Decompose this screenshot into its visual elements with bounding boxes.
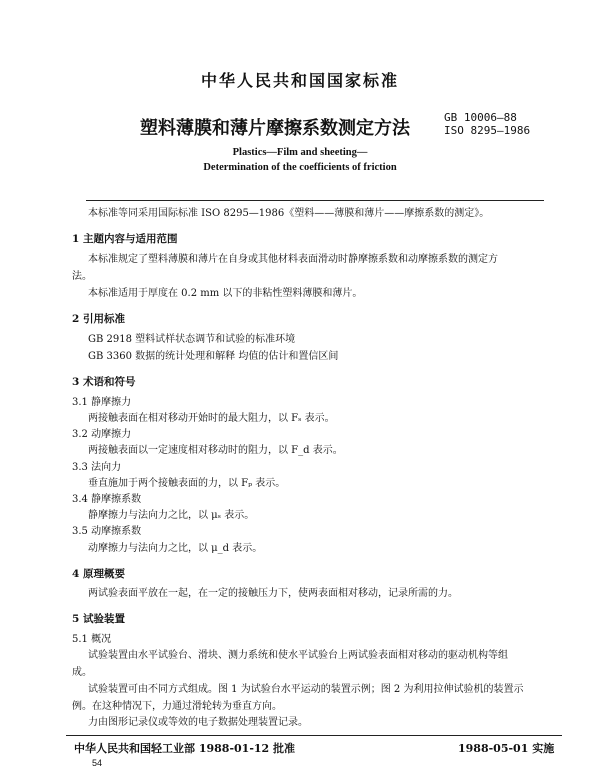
section-1-para-1-cont: 法。 xyxy=(72,271,92,282)
implementation-date: 1988-05-01 实施 xyxy=(458,742,555,755)
section-2-heading: 2 引用标准 xyxy=(72,313,125,325)
standard-number-gb: GB 10006—88 xyxy=(444,111,517,124)
document-title-en-line2: Determination of the coefficients of friction xyxy=(203,162,397,173)
term-3-1-definition: 两接触表面在相对移动开始时的最大阻力，以 Fₛ 表示。 xyxy=(88,413,335,424)
section-5-para-3: 力由图形记录仪或等效的电子数据处理装置记录。 xyxy=(88,717,308,728)
section-1-heading: 1 主题内容与适用范围 xyxy=(72,233,178,245)
term-3-2-definition: 两接触表面以一定速度相对移动时的阻力，以 F_d 表示。 xyxy=(88,445,343,456)
term-3-5-definition: 动摩擦力与法向力之比，以 μ_d 表示。 xyxy=(88,543,263,554)
intro-paragraph: 本标准等同采用国际标准 ISO 8295—1986《塑料——薄膜和薄片——摩擦系数的测定》。 xyxy=(88,208,490,219)
term-3-2-heading: 3.2 动摩擦力 xyxy=(72,429,132,440)
section-3-heading: 3 术语和符号 xyxy=(72,376,136,388)
term-3-3-definition: 垂直施加于两个接触表面的力，以 Fₚ 表示。 xyxy=(88,478,286,489)
section-5-heading: 5 试验装置 xyxy=(72,613,125,625)
reference-gb3360: GB 3360 数据的统计处理和解释 均值的估计和置信区间 xyxy=(88,351,339,362)
term-3-5-heading: 3.5 动摩擦系数 xyxy=(72,526,142,537)
header-divider xyxy=(86,200,544,201)
subsection-5-1-heading: 5.1 概况 xyxy=(72,634,112,645)
section-4-para: 两试验表面平放在一起，在一定的接触压力下，使两表面相对移动，记录所需的力。 xyxy=(88,588,458,599)
standard-number-block xyxy=(444,111,530,137)
approval-date: 中华人民共和国轻工业部 1988-01-12 批准 xyxy=(74,742,296,755)
section-5-para-1-cont: 成。 xyxy=(72,667,92,678)
section-5-para-2: 试验装置可由不同方式组成。图 1 为试验台水平运动的装置示例；图 2 为利用拉伸试验机的装置示 xyxy=(88,684,524,695)
document-title-cn: 塑料薄膜和薄片摩擦系数测定方法 xyxy=(140,118,410,139)
term-3-4-definition: 静摩擦力与法向力之比，以 μₛ 表示。 xyxy=(88,510,255,521)
standard-number-iso: ISO 8295—1986 xyxy=(444,124,531,137)
section-4-heading: 4 原理概要 xyxy=(72,568,125,580)
section-5-para-2-cont: 例。在这种情况下，力通过滑轮转为垂直方向。 xyxy=(72,701,282,712)
term-3-3-heading: 3.3 法向力 xyxy=(72,462,122,473)
term-3-1-heading: 3.1 静摩擦力 xyxy=(72,397,132,408)
page-number: 54 xyxy=(92,758,103,768)
document-title-en-line1: Plastics—Film and sheeting— xyxy=(232,147,368,158)
standard-org-title: 中华人民共和国国家标准 xyxy=(200,71,399,90)
section-5-para-1: 试验装置由水平试验台、滑块、测力系统和使水平试验台上两试验表面相对移动的驱动机构等组 xyxy=(88,650,508,661)
section-1-para-1: 本标准规定了塑料薄膜和薄片在自身或其他材料表面滑动时静摩擦系数和动摩擦系数的测定方 xyxy=(88,254,498,265)
section-1-para-2: 本标准适用于厚度在 0.2 mm 以下的非粘性塑料薄膜和薄片。 xyxy=(88,288,363,299)
reference-gb2918: GB 2918 塑料试样状态调节和试验的标准环境 xyxy=(88,334,296,345)
footer-divider xyxy=(66,735,562,736)
term-3-4-heading: 3.4 静摩擦系数 xyxy=(72,494,142,505)
